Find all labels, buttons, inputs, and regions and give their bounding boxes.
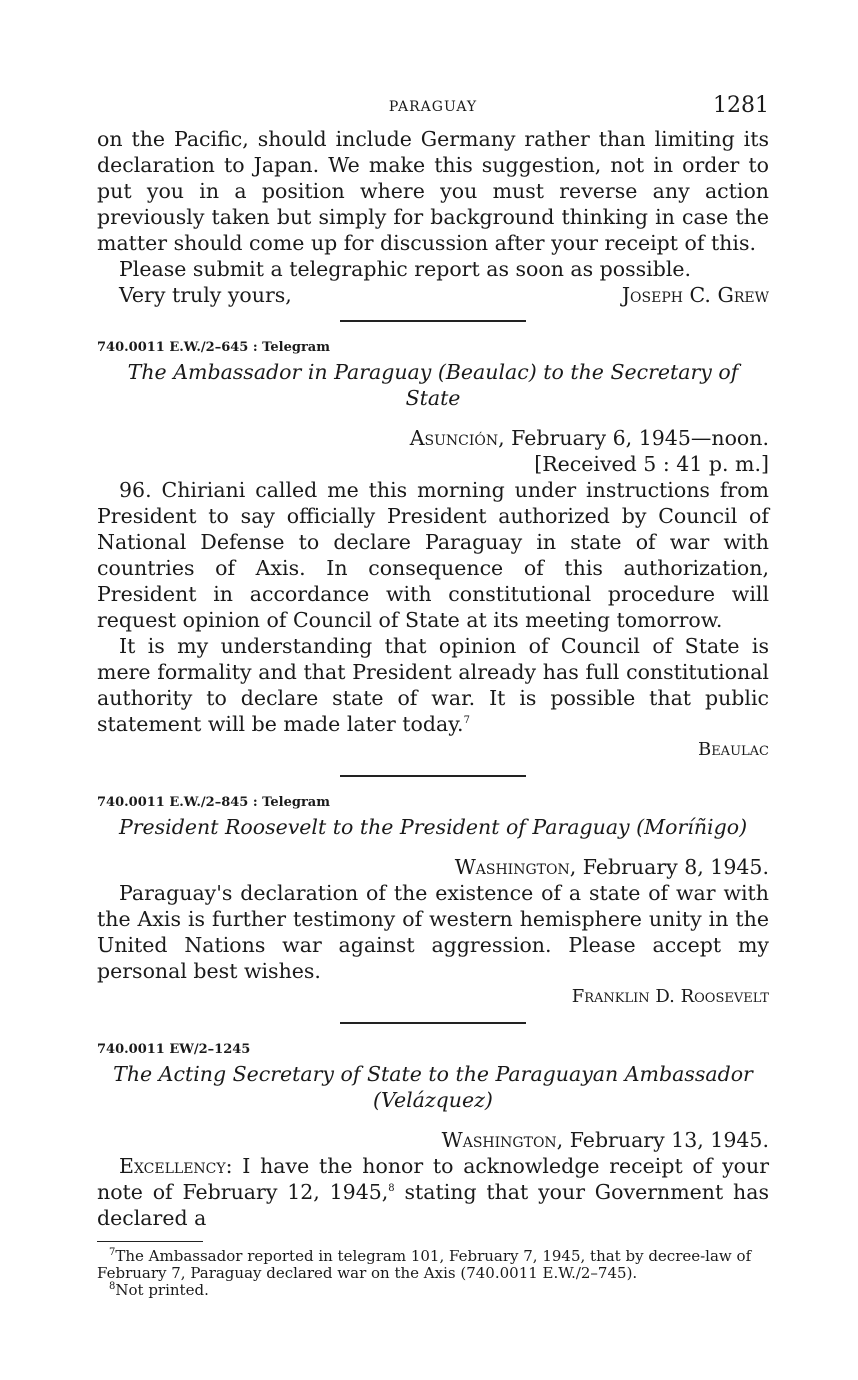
letter-closing <box>97 282 769 308</box>
closing-phrase: Very truly yours, <box>119 283 292 307</box>
document-roosevelt-telegram <box>97 795 769 1010</box>
document-page <box>97 92 769 1299</box>
document-acting-secretary-note <box>97 1042 769 1231</box>
paragraph-text: : I have the honor to acknowledge receipt of your note of February 12, 1945, <box>97 1154 769 1204</box>
note-paragraph <box>97 1153 769 1231</box>
dateline-place: Washington, <box>441 1128 564 1152</box>
signature-beaulac: Beaulac <box>697 739 769 760</box>
document-title: The Acting Secretary of State to the Paraguayan Ambassador (Velázquez) <box>113 1062 753 1112</box>
dateline-date: February 6, 1945—noon. <box>504 426 769 450</box>
dateline-place: Washington, <box>454 855 577 879</box>
dateline <box>97 425 769 451</box>
dateline <box>97 854 769 880</box>
footnote-text: The Ambassador reported in telegram 101, February 7, 1945, that by decree-law of February 7, Paraguay declared war on the Axis (740.0011 E.W./2–745). <box>97 1247 752 1282</box>
section-divider <box>340 1022 526 1024</box>
footnote-7 <box>97 1248 769 1282</box>
running-head <box>97 92 769 126</box>
telegram-paragraph <box>97 633 769 737</box>
continuation-paragraph: on the Pacific, should include Germany rather than limiting its declaration to Japan. We make this suggestion, not in order to put you in a position where you must reverse any action previously taken but simply for background thinking in case the matter should come up for discussion after your receipt of this. <box>97 127 769 255</box>
file-reference: 740.0011 E.W./2–845 : Telegram <box>97 795 330 810</box>
section-divider <box>340 775 526 777</box>
document-title: President Roosevelt to the President of Paraguay (Moríñigo) <box>118 815 748 839</box>
salutation: Excellency <box>119 1154 226 1178</box>
footnote-text: Not printed. <box>115 1281 209 1299</box>
telegram-paragraph: Paraguay's declaration of the existence of a state of war with the Axis is further testimony of western hemisphere unity in the United Nations war against aggression. Please accept my personal best wishes. <box>97 881 769 983</box>
footnotes <box>97 1248 769 1299</box>
paragraph-text: stating that your Government has declared a <box>97 1180 769 1230</box>
section-divider <box>340 320 526 322</box>
dateline-place: Asunción, <box>409 426 505 450</box>
dateline-date: February 8, 1945. <box>576 855 769 879</box>
running-head-title: PARAGUAY <box>388 99 478 115</box>
footnote-ref: 7 <box>463 715 470 727</box>
document-title: The Ambassador in Paraguay (Beaulac) to the Secretary of State <box>127 360 739 410</box>
document-beaulac-telegram <box>97 340 769 763</box>
file-reference: 740.0011 EW/2–1245 <box>97 1042 251 1057</box>
dateline-date: February 13, 1945. <box>563 1128 769 1152</box>
dateline <box>97 1127 769 1153</box>
footnote-mark: 8 <box>109 1281 116 1292</box>
page-number: 1281 <box>713 93 769 118</box>
request-paragraph: Please submit a telegraphic report as soon as possible. <box>119 257 692 281</box>
telegram-paragraph: 96. Chiriani called me this morning under instructions from President to say officially President authorized by Council of National Defense to declare Paraguay in state of war with countries of Axis. In consequence of this authorization, President in accordance with constitutional procedure will request opinion of Council of State at its meeting tomorrow. <box>97 478 769 632</box>
footnote-divider <box>97 1241 203 1242</box>
paragraph-text: It is my understanding that opinion of Council of State is mere formality and that President already has full constitutional authority to declare state of war. It is possible that public statement will be made later today. <box>97 634 769 736</box>
file-reference: 740.0011 E.W./2–645 : Telegram <box>97 340 330 355</box>
footnote-8 <box>97 1282 769 1299</box>
signature-roosevelt: Franklin D. Roosevelt <box>571 986 769 1007</box>
footnote-mark: 7 <box>109 1247 116 1258</box>
received-line: [Received 5 : 41 p. m.] <box>534 452 769 476</box>
signature-grew: Joseph C. Grew <box>621 283 769 307</box>
footnote-ref: 8 <box>388 1183 395 1195</box>
